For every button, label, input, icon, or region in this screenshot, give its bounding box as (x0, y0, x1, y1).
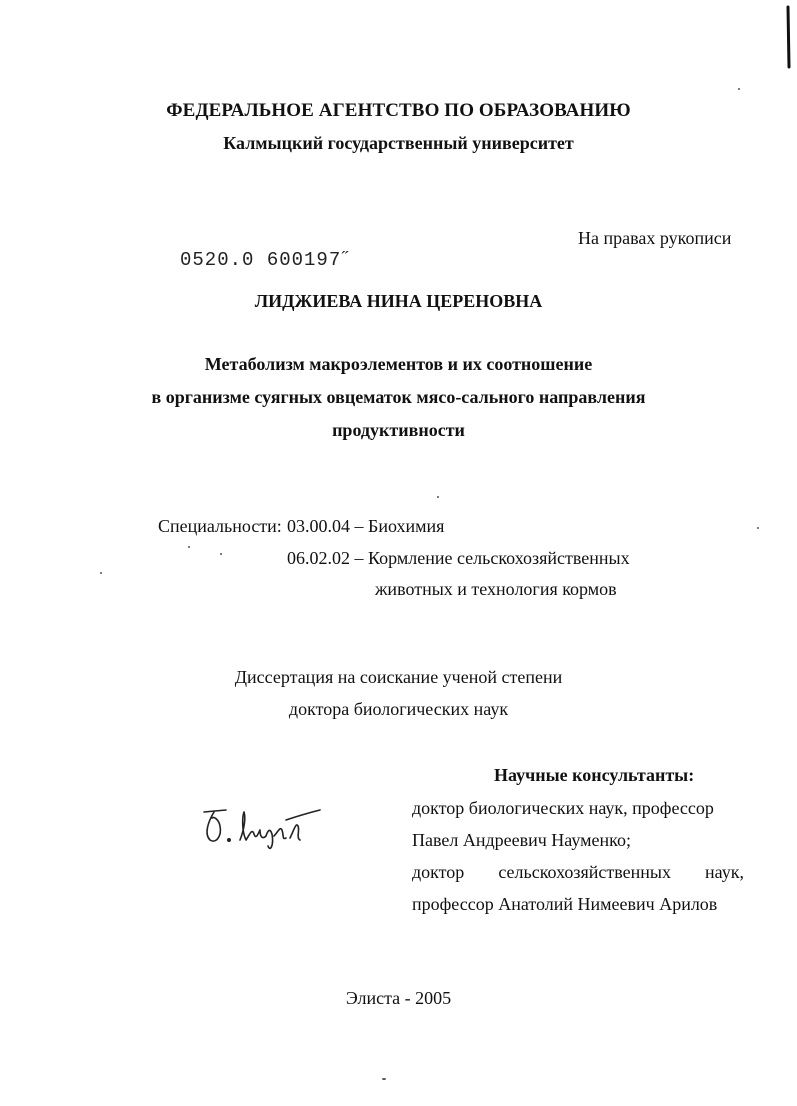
consultant-2-word-3: наук, (705, 862, 744, 882)
title-line-2: в организме суягных овцематок мясо-сального направления (151, 387, 646, 407)
title-line-1: Метаболизм макроэлементов и их соотношение (204, 354, 593, 374)
scan-speck (382, 1078, 386, 1080)
consultants-heading: Научные консультанты: (494, 765, 695, 785)
consultant-2-name: профессор Анатолий Нимеевич Арилов (412, 894, 718, 914)
consultant-1-name: Павел Андреевич Науменко; (412, 830, 631, 850)
scan-speck (220, 553, 222, 555)
scan-speck (437, 496, 439, 498)
margin-line-icon (783, 5, 793, 75)
scan-speck (757, 527, 759, 529)
dissertation-line-1: Диссертация на соискание ученой степени (234, 667, 563, 687)
city-year: Элиста - 2005 (345, 988, 452, 1008)
consultant-2-degree (412, 862, 744, 883)
specialties-label: Специальности: (158, 516, 282, 536)
author-name: ЛИДЖИЕВА НИНА ЦЕРЕНОВНА (254, 291, 543, 311)
scan-speck (738, 88, 740, 90)
specialty-2-continued: животных и технология кормов (375, 579, 617, 599)
registry-number: 0520.0 600197˝ (180, 249, 354, 271)
specialty-2: 06.02.02 – Кормление сельскохозяйственных (287, 548, 630, 568)
consultant-2-word-1: доктор (412, 862, 465, 882)
agency-heading: ФЕДЕРАЛЬНОЕ АГЕНТСТВО ПО ОБРАЗОВАНИЮ (166, 100, 631, 121)
signature-icon (200, 800, 330, 850)
scan-speck (188, 546, 190, 548)
university-heading: Калмыцкий государственный университет (223, 133, 574, 153)
manuscript-note: На правах рукописи (578, 228, 732, 248)
scan-speck (100, 572, 102, 574)
consultant-1-degree: доктор биологических наук, профессор (412, 798, 714, 818)
title-line-3: продуктивности (332, 420, 465, 440)
specialty-1: 03.00.04 – Биохимия (287, 516, 445, 536)
consultant-2-word-2: сельскохозяйственных (498, 862, 672, 882)
dissertation-line-2: доктора биологических наук (288, 699, 509, 719)
